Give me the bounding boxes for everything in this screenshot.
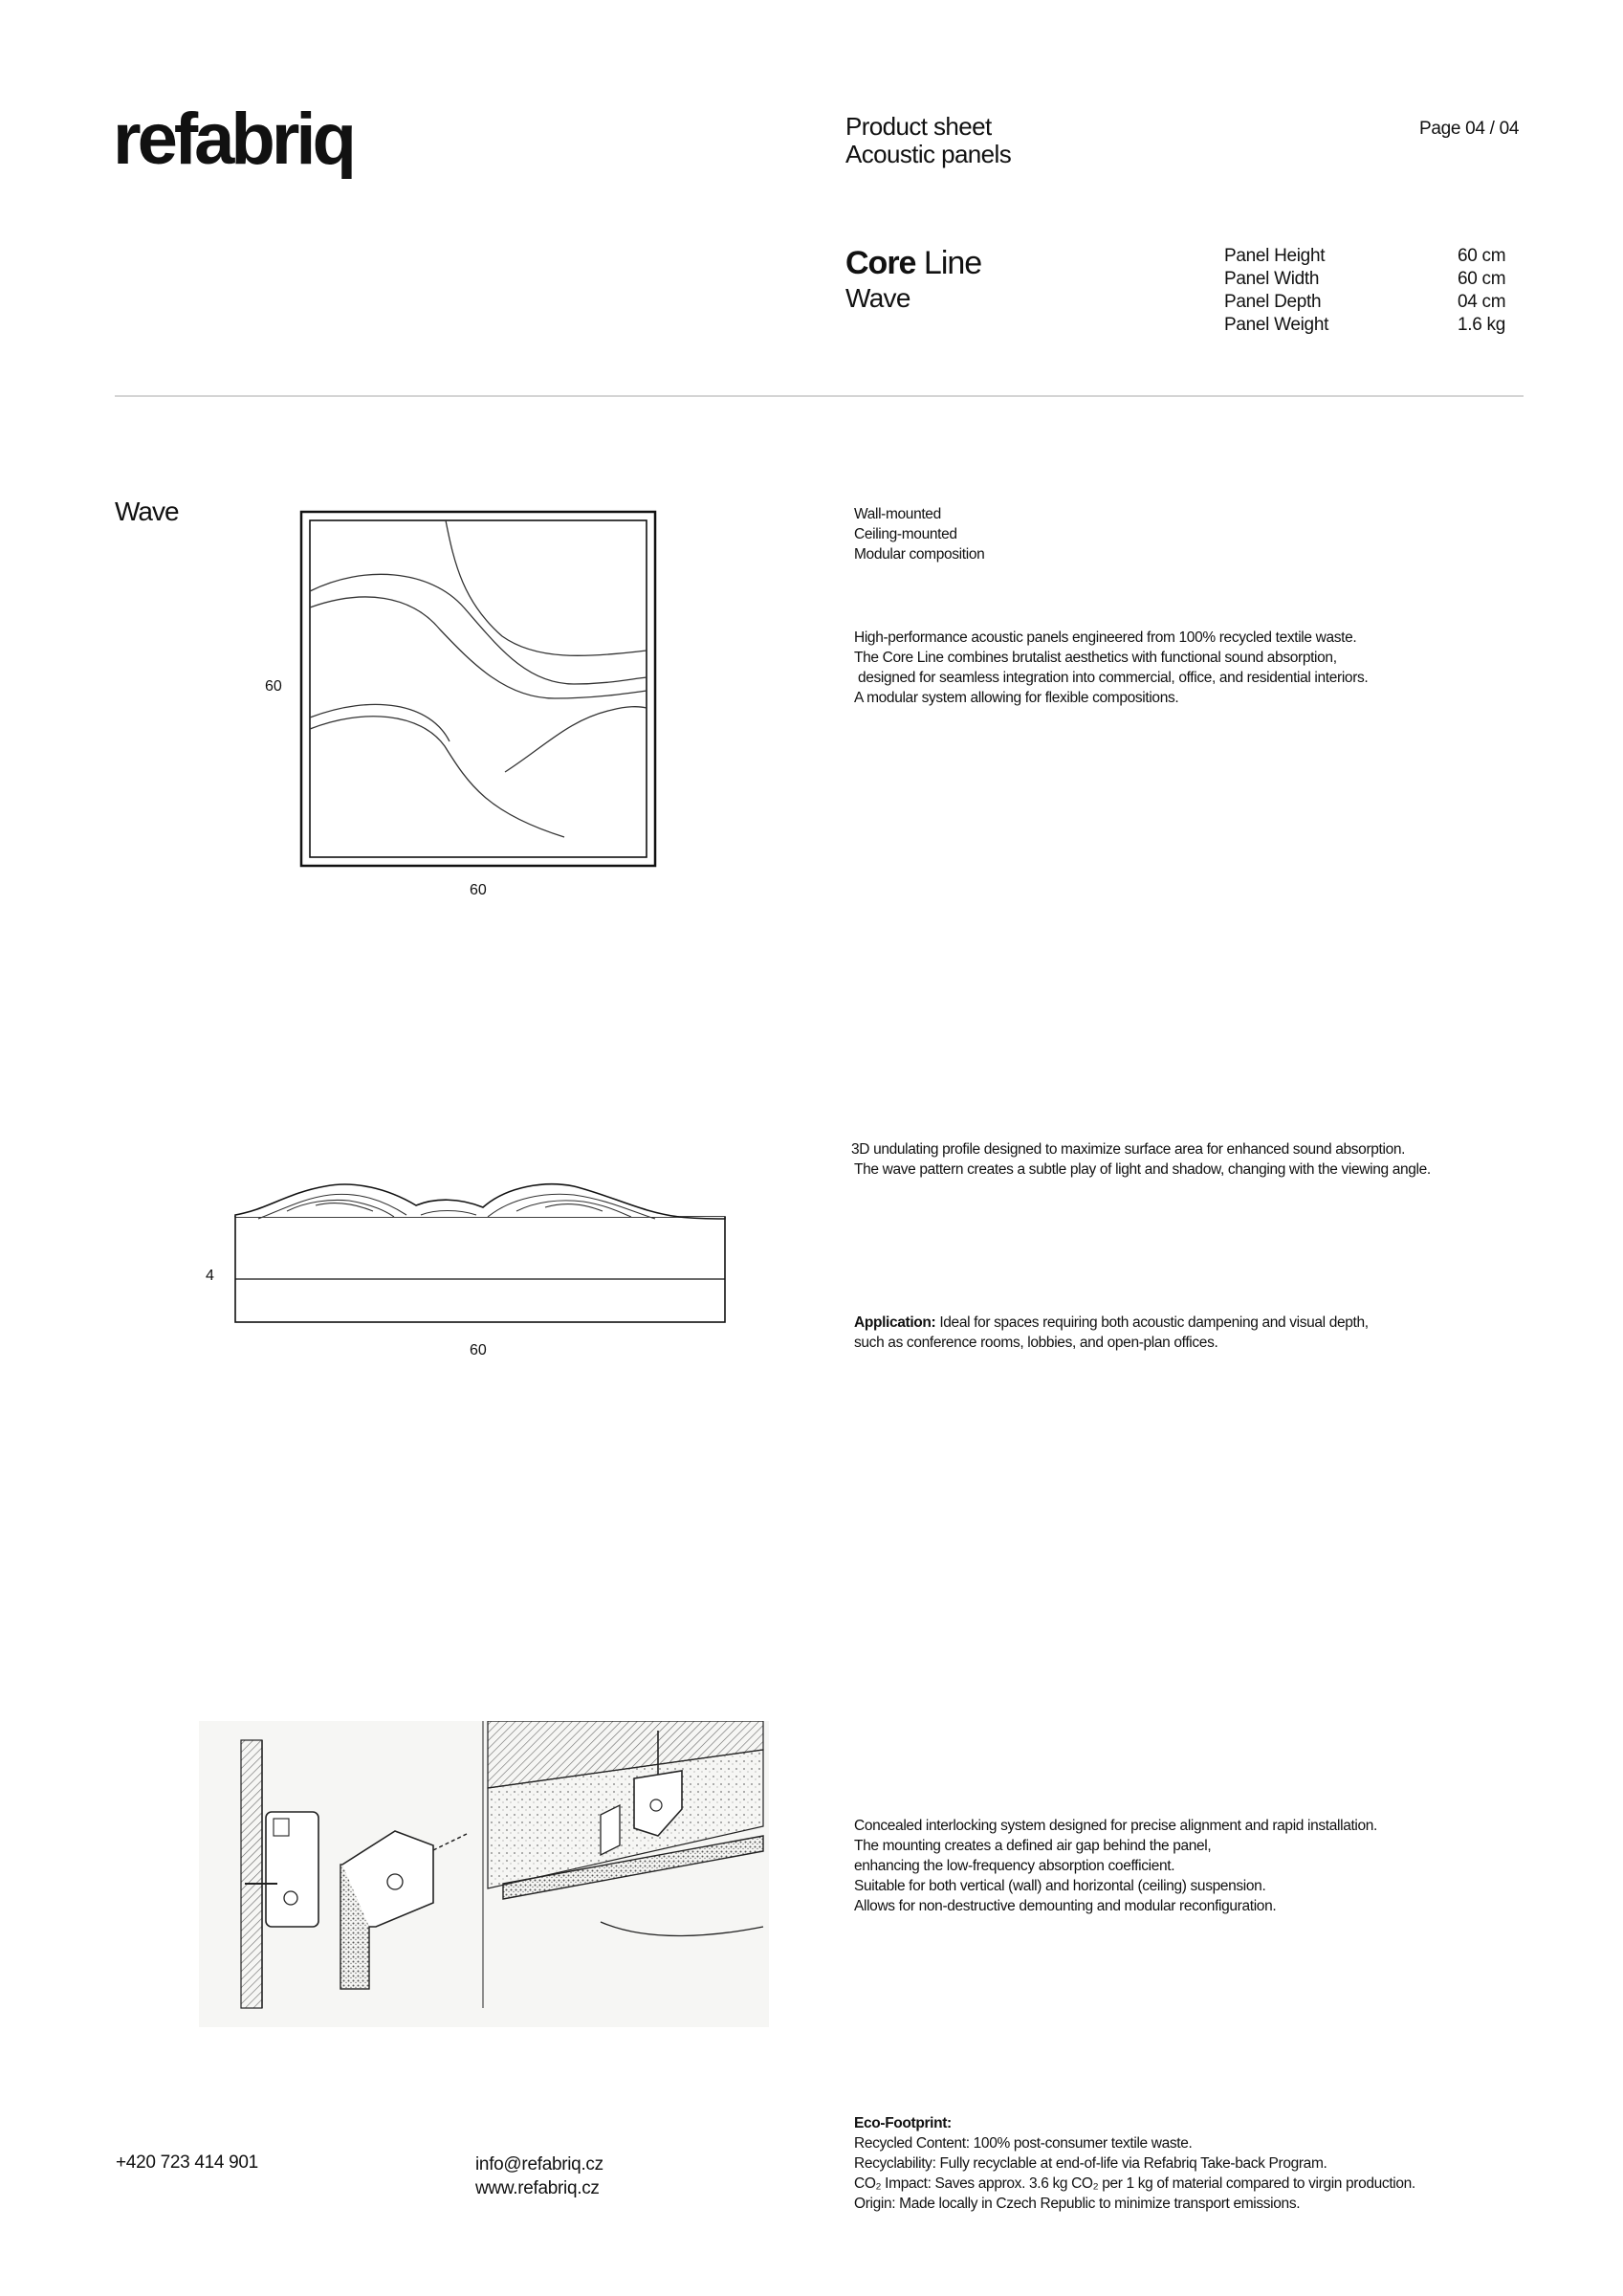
eco-line: Origin: Made locally in Czech Republic to minimize transport emissions. [854,2196,1301,2212]
doc-category: Acoustic panels [845,140,1012,168]
mounting-hardware-illustration [199,1721,769,2027]
profile-depth-label: 4 [206,1268,214,1284]
page-number: Page 04 / 04 [1419,119,1520,139]
brand-logo: refabriq [113,99,353,180]
profile-line: The wave pattern creates a subtle play of light and shadow, changing with the viewing angle. [854,1161,1431,1178]
spec-label: Panel Weight [1224,315,1329,335]
installation-text [854,1816,1377,1916]
front-width-label: 60 [470,882,487,898]
spec-value: 1.6 kg [1458,315,1505,335]
front-view-drawing [296,507,660,871]
application-line-1 [854,1313,1369,1333]
eco-footprint [854,2113,1415,2214]
installation-line: Allows for non-destructive demounting and modular reconfiguration. [854,1898,1277,1914]
eco-line: Recycled Content: 100% post-consumer textile waste. [854,2135,1193,2152]
footer-phone[interactable]: +420 723 414 901 [116,2152,258,2173]
eco-line: Recyclability: Fully recyclable at end-of-life via Refabriq Take-back Program. [854,2155,1327,2172]
spec-row [1224,245,1523,268]
spec-value: 60 cm [1458,246,1506,266]
doc-type: Product sheet [845,112,992,141]
application-label: Application: [854,1314,936,1331]
header-divider [115,395,1524,397]
description-line: The Core Line combines brutalist aesthetics with functional sound absorption, [854,650,1337,666]
spec-label: Panel Height [1224,246,1326,266]
installation-line: The mounting creates a defined air gap behind the panel, [854,1838,1212,1854]
footer-contact [475,2152,603,2200]
application-line: Ideal for spaces requiring both acoustic dampening and visual depth, [935,1314,1369,1331]
eco-title: Eco-Footprint: [854,2115,952,2131]
spec-value: 04 cm [1458,292,1506,312]
mounting-option: Modular composition [854,546,985,563]
section-title: Wave [115,497,179,526]
profile-view-drawing [230,1169,729,1332]
spec-label: Panel Width [1224,269,1320,289]
profile-width-label: 60 [470,1342,487,1358]
spec-value: 60 cm [1458,269,1506,289]
mounting-sketch-svg [199,1721,769,2027]
description-line: A modular system allowing for flexible compositions. [854,690,1179,706]
profile-line: 3D undulating profile designed to maximize surface area for enhanced sound absorption. [851,1141,1406,1158]
installation-line: Suitable for both vertical (wall) and horizontal (ceiling) suspension. [854,1878,1266,1894]
mounting-option: Wall-mounted [854,506,941,522]
mounting-option: Ceiling-mounted [854,526,957,542]
product-line-bold: Core [845,245,916,281]
spec-row [1224,268,1523,291]
mounting-options [854,504,984,564]
spec-table [1224,245,1523,337]
front-height-label: 60 [265,678,282,695]
installation-line: Concealed interlocking system designed for precise alignment and rapid installation. [854,1818,1378,1834]
application-text [854,1313,1369,1353]
description-line: High-performance acoustic panels engineered from 100% recycled textile waste. [854,629,1357,646]
profile-description [851,1139,1431,1180]
installation-line: enhancing the low-frequency absorption coefficient. [854,1858,1175,1874]
spec-row [1224,314,1523,337]
product-line-rest: Line [915,245,982,281]
product-description [854,628,1368,708]
description-line: designed for seamless integration into commercial, office, and residential interiors. [854,670,1369,686]
product-variant: Wave [845,283,910,313]
spec-row [1224,291,1523,314]
eco-line: CO₂ Impact: Saves approx. 3.6 kg CO₂ per 1 kg of material compared to virgin production. [854,2175,1415,2192]
application-line: such as conference rooms, lobbies, and open-plan offices. [854,1335,1218,1351]
spec-label: Panel Depth [1224,292,1322,312]
product-line [845,247,981,279]
document-title [845,113,1011,168]
footer-website[interactable]: www.refabriq.cz [475,2178,600,2198]
footer-email[interactable]: info@refabriq.cz [475,2154,603,2175]
